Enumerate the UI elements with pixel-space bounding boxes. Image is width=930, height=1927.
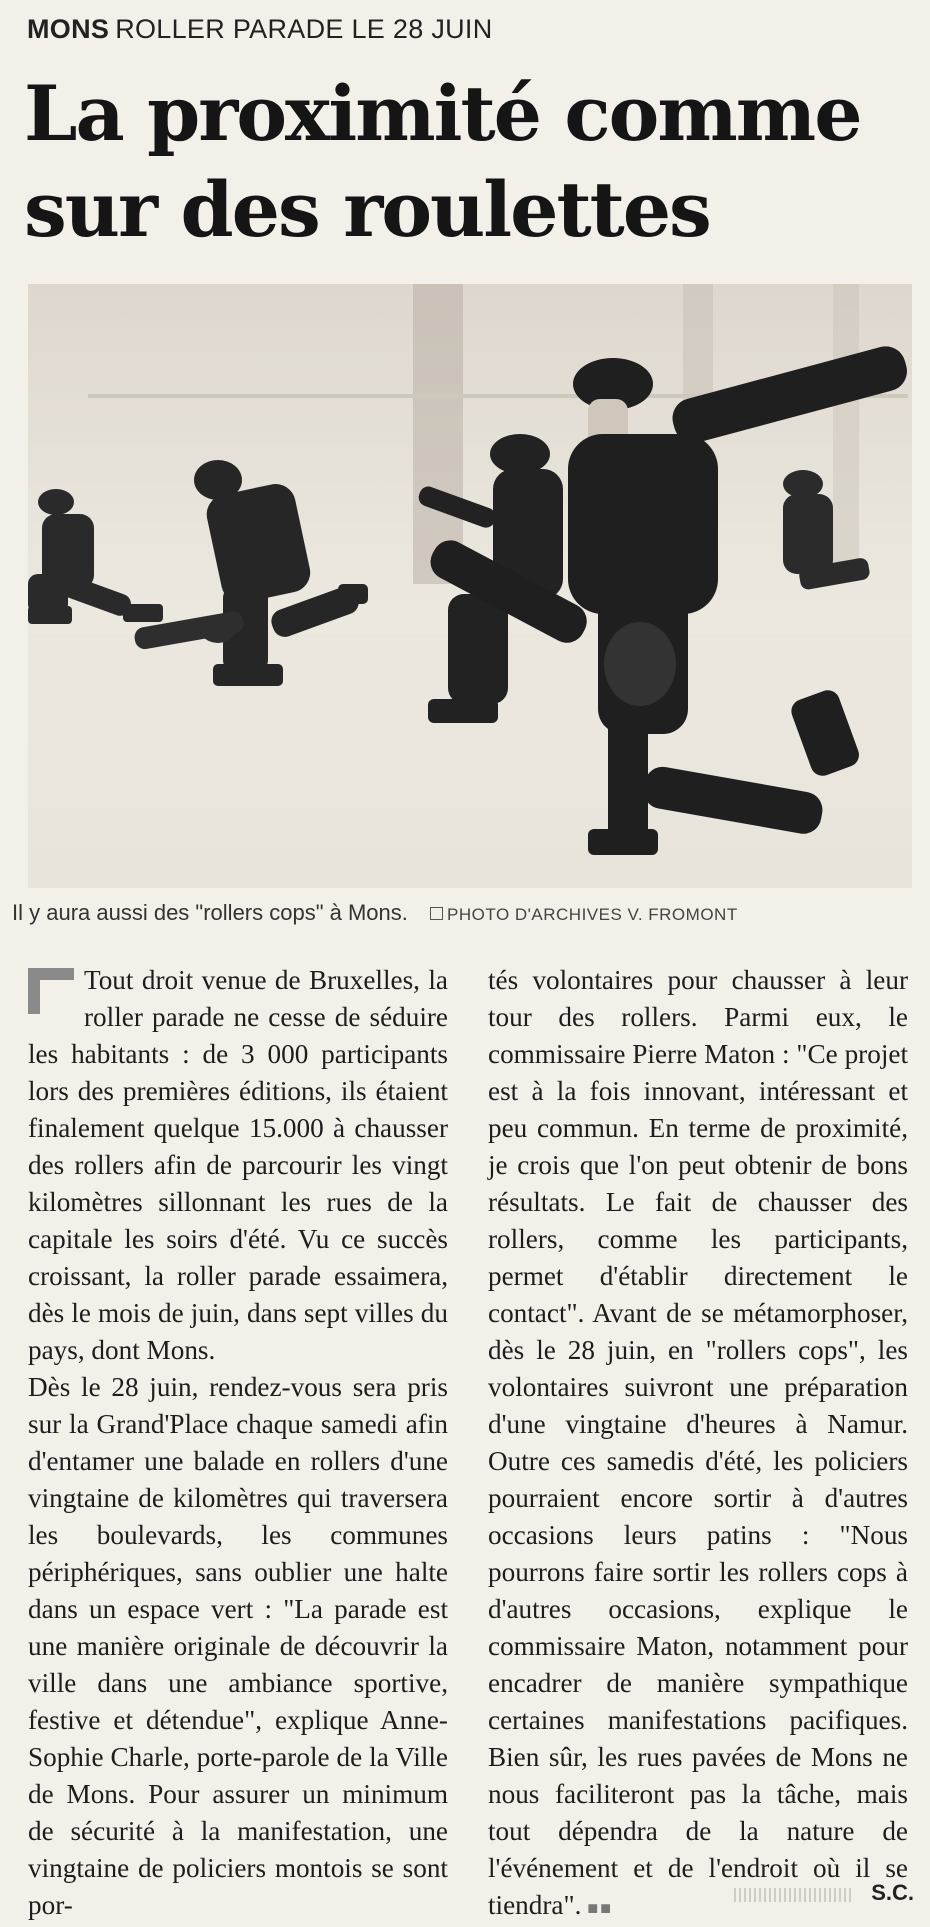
article-paragraph-1: Tout droit venue de Bruxelles, la roller parade ne cesse de séduire les habitants : de 3 000 participants lors des premières éditions, ils étaient finalement quelque 15.000 à chausser des rollers afin de parcourir les vingt kilomètres sillonnant les rues de la capitale les soirs d'été. Vu ce succès croissant, la roller parade essaimera, dès le mois de juin, dans sept villes du pays, dont Mons. (28, 965, 448, 1365)
article-paragraph-2: Dès le 28 juin, rendez-vous sera pris sur la Grand'Place chaque samedi afin d'entamer une balade en rollers d'une vingtaine de kilomètres qui traversera les boulevards, les communes périphériques, sans oublier une halte dans un espace vert : "La parade est une manière originale de découvrir la ville dans une ambiance sportive, festive et détendue", explique Anne-Sophie Charle, porte-parole de la Ville de Mons. Pour assurer un minimum de sécurité à la manifestation, une vingtaine de policiers montois se sont por- (28, 1372, 448, 1920)
headline-line2: sur des roulettes (24, 165, 710, 254)
headline-line1: La proximité comme (24, 69, 861, 158)
drop-cap-ornament (28, 968, 74, 1014)
kicker-city: MONS (27, 14, 110, 44)
caption-text: Il y aura aussi des "rollers cops" à Mons. (12, 900, 408, 925)
article-photo (28, 284, 912, 888)
author-signature: S.C. (871, 1880, 914, 1905)
article-paragraph-3-text: tés volontaires pour chausser à leur tour des rollers. Parmi eux, le commissaire Pierre Maton : "Ce projet est à la fois innovant, intéressant et peu commun. En terme de proximité, je crois que l'on peut obtenir de bons résultats. Le fait de chausser des rollers, comme les participants, permet d'établir directement le contact". Avant de se métamorphoser, dès le 28 juin, en "rollers cops", les volontaires suivront une préparation d'une vingtaine d'heures à Namur. Outre ces samedis d'été, les policiers pourraient encore sortir à d'autres occasions leurs patins : "Nous pourrons faire sortir les rollers cops à d'autres occasions, explique le commissaire Maton, notamment pour encadrer de manière sympathique certaines manifestations pacifiques. Bien sûr, les rues pavées de Mons ne nous faciliteront pas la tâche, mais tout dépendra de la nature de l'événement et de l'endroit où il se tiendra". (488, 965, 908, 1920)
article-column-1 (28, 962, 448, 1924)
end-mark: ■■ (587, 1898, 614, 1918)
headline (24, 66, 904, 258)
kicker-topic: ROLLER PARADE LE 28 JUIN (115, 14, 493, 44)
skaters-illustration (28, 284, 912, 888)
kicker (27, 14, 493, 45)
credit-text: PHOTO D'ARCHIVES V. FROMONT (447, 905, 738, 924)
article-column-2 (488, 962, 908, 1927)
photo-icon (430, 907, 443, 920)
photo-credit (430, 905, 738, 924)
article-paragraph-3 (488, 962, 908, 1927)
photo-caption (12, 900, 912, 926)
